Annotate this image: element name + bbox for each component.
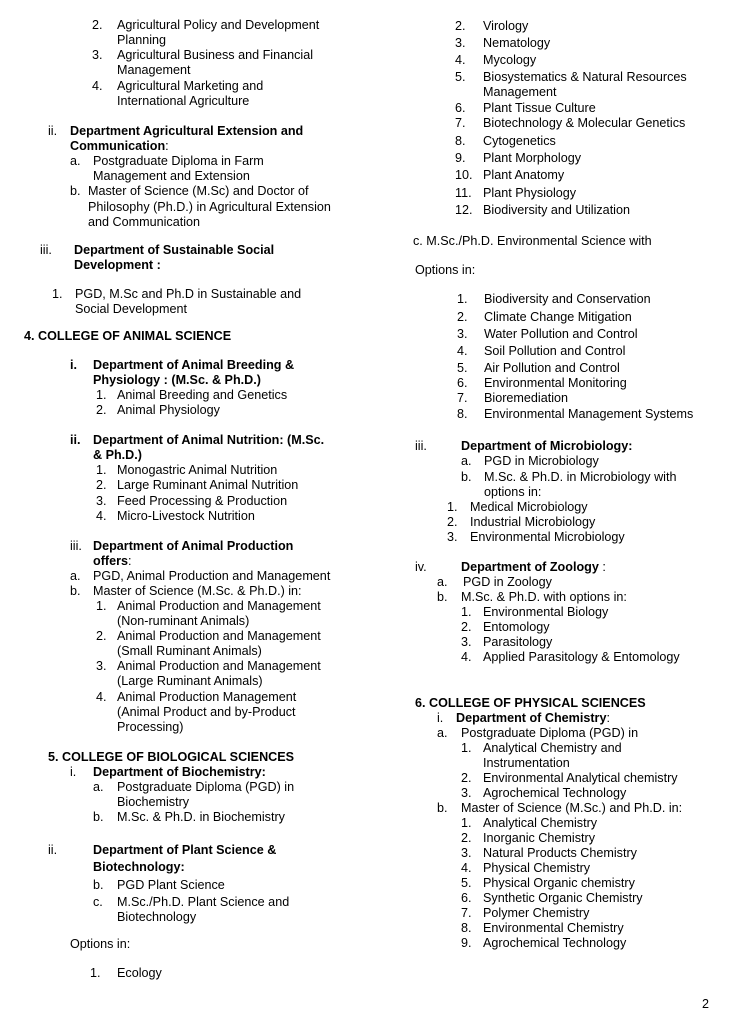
list-item: Virology: [483, 19, 529, 33]
list-item: Planning: [117, 33, 167, 47]
list-letter: a.: [461, 454, 472, 468]
list-item: Agrochemical Technology: [483, 786, 627, 800]
list-item: Environmental Analytical chemistry: [483, 771, 678, 785]
list-number: 3.: [461, 846, 472, 860]
list-item: Feed Processing & Production: [117, 494, 288, 508]
section-number: i.: [70, 765, 77, 779]
list-number: 5.: [455, 70, 466, 84]
department-title: Department of Zoology :: [461, 560, 606, 574]
list-item: Industrial Microbiology: [470, 515, 596, 529]
list-item: M.Sc./Ph.D. Plant Science and: [117, 895, 290, 909]
section-number: iii.: [40, 243, 52, 257]
list-item: and Communication: [88, 215, 201, 229]
list-letter: a.: [93, 780, 104, 794]
list-number: 4.: [461, 650, 472, 664]
list-item: Plant Tissue Culture: [483, 101, 596, 115]
list-item: M.Sc. & Ph.D. in Biochemistry: [117, 810, 285, 824]
list-number: 9.: [455, 151, 466, 165]
department-title: Department of Chemistry:: [456, 711, 610, 725]
list-item: M.Sc. & Ph.D. with options in:: [461, 590, 627, 604]
department-title: Department of Animal Nutrition: (M.Sc.: [93, 433, 325, 447]
list-letter: b.: [93, 810, 104, 824]
list-number: 2.: [96, 478, 107, 492]
list-letter: b.: [437, 801, 448, 815]
list-item: PGD, Animal Production and Management: [93, 569, 331, 583]
section-number: ii.: [48, 124, 58, 138]
list-item: Medical Microbiology: [470, 500, 588, 514]
department-title: Physiology : (M.Sc. & Ph.D.): [93, 373, 261, 387]
list-number: 3.: [447, 530, 458, 544]
list-item: Biochemistry: [117, 795, 190, 809]
list-number: 2.: [461, 771, 472, 785]
list-number: 10.: [455, 168, 473, 182]
list-item: Agricultural Marketing and: [117, 79, 264, 93]
list-number: 2.: [457, 310, 468, 324]
list-item: Management and Extension: [93, 169, 250, 183]
list-letter: b.: [437, 590, 448, 604]
list-number: 7.: [457, 391, 468, 405]
section-number: i.: [437, 711, 444, 725]
list-number: 1.: [457, 292, 468, 306]
list-item: Management: [483, 85, 557, 99]
list-item: Social Development: [75, 302, 188, 316]
department-title: Department Agricultural Extension and: [70, 124, 304, 138]
list-number: 1.: [96, 388, 107, 402]
list-item: PGD in Microbiology: [484, 454, 599, 468]
department-title: Department of Animal Breeding &: [93, 358, 295, 372]
list-item: Animal Production and Management: [117, 629, 321, 643]
list-item: Analytical Chemistry: [483, 816, 598, 830]
list-item: Inorganic Chemistry: [483, 831, 595, 845]
list-item: Plant Anatomy: [483, 168, 565, 182]
section-number: i.: [70, 358, 77, 372]
list-item: Master of Science (M.Sc) and Doctor of: [88, 184, 309, 198]
list-item: Mycology: [483, 53, 537, 67]
list-letter: a.: [437, 726, 448, 740]
list-item: Entomology: [483, 620, 550, 634]
list-item: Parasitology: [483, 635, 553, 649]
list-letter: b.: [93, 878, 104, 892]
list-letter: a.: [70, 569, 81, 583]
list-item: Biodiversity and Conservation: [484, 292, 651, 306]
list-item: Postgraduate Diploma (PGD) in: [461, 726, 639, 740]
list-item: PGD Plant Science: [117, 878, 225, 892]
list-number: 3.: [461, 786, 472, 800]
list-item: Animal Physiology: [117, 403, 220, 417]
list-item: Animal Production and Management: [117, 659, 321, 673]
list-number: 3.: [461, 635, 472, 649]
list-letter: c.: [93, 895, 103, 909]
list-number: 1.: [90, 966, 101, 980]
list-item: Soil Pollution and Control: [484, 344, 626, 358]
list-item: Physical Organic chemistry: [483, 876, 635, 890]
department-title: Department of Plant Science &: [93, 843, 277, 857]
program-heading: c. M.Sc./Ph.D. Environmental Science with: [413, 234, 652, 248]
list-item: Bioremediation: [484, 391, 569, 405]
department-title: Department of Biochemistry:: [93, 765, 266, 779]
list-number: 1.: [96, 599, 107, 613]
list-number: 1.: [447, 500, 458, 514]
department-title: & Ph.D.): [93, 448, 142, 462]
list-number: 1.: [461, 605, 472, 619]
college-heading: 6. COLLEGE OF PHYSICAL SCIENCES: [415, 696, 646, 710]
list-item: Polymer Chemistry: [483, 906, 590, 920]
list-item: Master of Science (M.Sc.) and Ph.D. in:: [461, 801, 683, 815]
list-number: 3.: [92, 48, 103, 62]
list-item: Biodiversity and Utilization: [483, 203, 630, 217]
section-number: ii.: [70, 433, 81, 447]
list-item: Environmental Microbiology: [470, 530, 625, 544]
list-item: Climate Change Mitigation: [484, 310, 632, 324]
college-heading: 4. COLLEGE OF ANIMAL SCIENCE: [24, 329, 232, 343]
list-item: Cytogenetics: [483, 134, 556, 148]
list-letter: a.: [437, 575, 448, 589]
list-number: 11.: [455, 186, 472, 200]
list-number: 8.: [461, 921, 472, 935]
list-item: Environmental Management Systems: [484, 407, 694, 421]
list-item: M.Sc. & Ph.D. in Microbiology with: [484, 470, 677, 484]
list-letter: b.: [461, 470, 472, 484]
list-number: 4.: [455, 53, 466, 67]
page-number: 2: [702, 997, 710, 1011]
list-number: 3.: [96, 494, 107, 508]
department-title: Biotechnology:: [93, 860, 185, 874]
department-title: Communication:: [70, 139, 169, 153]
list-number: 1.: [52, 287, 63, 301]
list-number: 2.: [461, 620, 472, 634]
list-number: 2.: [447, 515, 458, 529]
list-item: Environmental Monitoring: [484, 376, 627, 390]
section-number: iii.: [70, 539, 82, 553]
list-number: 4.: [92, 79, 103, 93]
list-number: 2.: [455, 19, 466, 33]
list-item: Instrumentation: [483, 756, 570, 770]
list-item: Applied Parasitology & Entomology: [483, 650, 680, 664]
list-number: 3.: [457, 327, 468, 341]
department-title: Development :: [74, 258, 161, 272]
list-item: Animal Production Management: [117, 690, 297, 704]
department-title: Department of Microbiology:: [461, 439, 633, 453]
list-item: Plant Morphology: [483, 151, 582, 165]
list-item: Animal Breeding and Genetics: [117, 388, 288, 402]
list-item: Synthetic Organic Chemistry: [483, 891, 643, 905]
department-title: offers:: [93, 554, 132, 568]
list-number: 6.: [457, 376, 468, 390]
list-number: 5.: [457, 361, 468, 375]
list-item: Water Pollution and Control: [484, 327, 638, 341]
department-title: Department of Animal Production: [93, 539, 294, 553]
list-item: Biotechnology & Molecular Genetics: [483, 116, 686, 130]
list-number: 4.: [96, 509, 107, 523]
list-item: (Animal Product and by-Product: [117, 705, 296, 719]
list-number: 3.: [455, 36, 466, 50]
list-number: 8.: [455, 134, 466, 148]
list-item: PGD, M.Sc and Ph.D in Sustainable and: [75, 287, 302, 301]
list-number: 7.: [461, 906, 472, 920]
list-item: Nematology: [483, 36, 551, 50]
section-number: iv.: [415, 560, 427, 574]
list-number: 12.: [455, 203, 473, 217]
list-number: 1.: [96, 463, 107, 477]
list-item: Natural Products Chemistry: [483, 846, 637, 860]
list-item: (Small Ruminant Animals): [117, 644, 262, 658]
list-item: options in:: [484, 485, 542, 499]
list-number: 3.: [96, 659, 107, 673]
list-item: Animal Production and Management: [117, 599, 321, 613]
section-number: ii.: [48, 843, 58, 857]
list-number: 2.: [96, 403, 107, 417]
list-item: Environmental Chemistry: [483, 921, 624, 935]
section-number: iii.: [415, 439, 427, 453]
list-item: International Agriculture: [117, 94, 250, 108]
list-item: Analytical Chemistry and: [483, 741, 622, 755]
list-item: Management: [117, 63, 191, 77]
list-number: 2.: [461, 831, 472, 845]
list-item: Agricultural Business and Financial: [117, 48, 314, 62]
list-item: Ecology: [117, 966, 162, 980]
list-item: Large Ruminant Animal Nutrition: [117, 478, 299, 492]
list-item: Air Pollution and Control: [484, 361, 620, 375]
list-item: (Large Ruminant Animals): [117, 674, 263, 688]
list-number: 8.: [457, 407, 468, 421]
list-item: Agrochemical Technology: [483, 936, 627, 950]
list-item: Agricultural Policy and Development: [117, 18, 320, 32]
list-item: Physical Chemistry: [483, 861, 591, 875]
list-letter: a.: [70, 154, 81, 168]
list-number: 9.: [461, 936, 472, 950]
list-number: 2.: [96, 629, 107, 643]
list-number: 2.: [92, 18, 103, 32]
list-item: Environmental Biology: [483, 605, 609, 619]
college-heading: 5. COLLEGE OF BIOLOGICAL SCIENCES: [48, 750, 295, 764]
list-number: 1.: [461, 816, 472, 830]
options-label: Options in:: [70, 937, 131, 951]
options-label: Options in:: [415, 263, 476, 277]
list-item: PGD in Zoology: [463, 575, 552, 589]
list-item: Biotechnology: [117, 910, 197, 924]
list-number: 6.: [455, 101, 466, 115]
list-number: 4.: [96, 690, 107, 704]
list-number: 6.: [461, 891, 472, 905]
list-number: 5.: [461, 876, 472, 890]
list-item: Monogastric Animal Nutrition: [117, 463, 278, 477]
department-title: Department of Sustainable Social: [74, 243, 275, 257]
list-item: Master of Science (M.Sc. & Ph.D.) in:: [93, 584, 302, 598]
list-number: 7.: [455, 116, 466, 130]
list-item: Biosystematics & Natural Resources: [483, 70, 687, 84]
list-item: Philosophy (Ph.D.) in Agricultural Extension: [88, 200, 331, 214]
list-number: 4.: [457, 344, 468, 358]
list-item: (Non-ruminant Animals): [117, 614, 250, 628]
list-item: Plant Physiology: [483, 186, 577, 200]
list-letter: b.: [70, 584, 81, 598]
list-item: Postgraduate Diploma (PGD) in: [117, 780, 295, 794]
list-item: Postgraduate Diploma in Farm: [93, 154, 264, 168]
list-number: 4.: [461, 861, 472, 875]
list-number: 1.: [461, 741, 472, 755]
list-letter: b.: [70, 184, 81, 198]
list-item: Processing): [117, 720, 184, 734]
list-item: Micro-Livestock Nutrition: [117, 509, 255, 523]
